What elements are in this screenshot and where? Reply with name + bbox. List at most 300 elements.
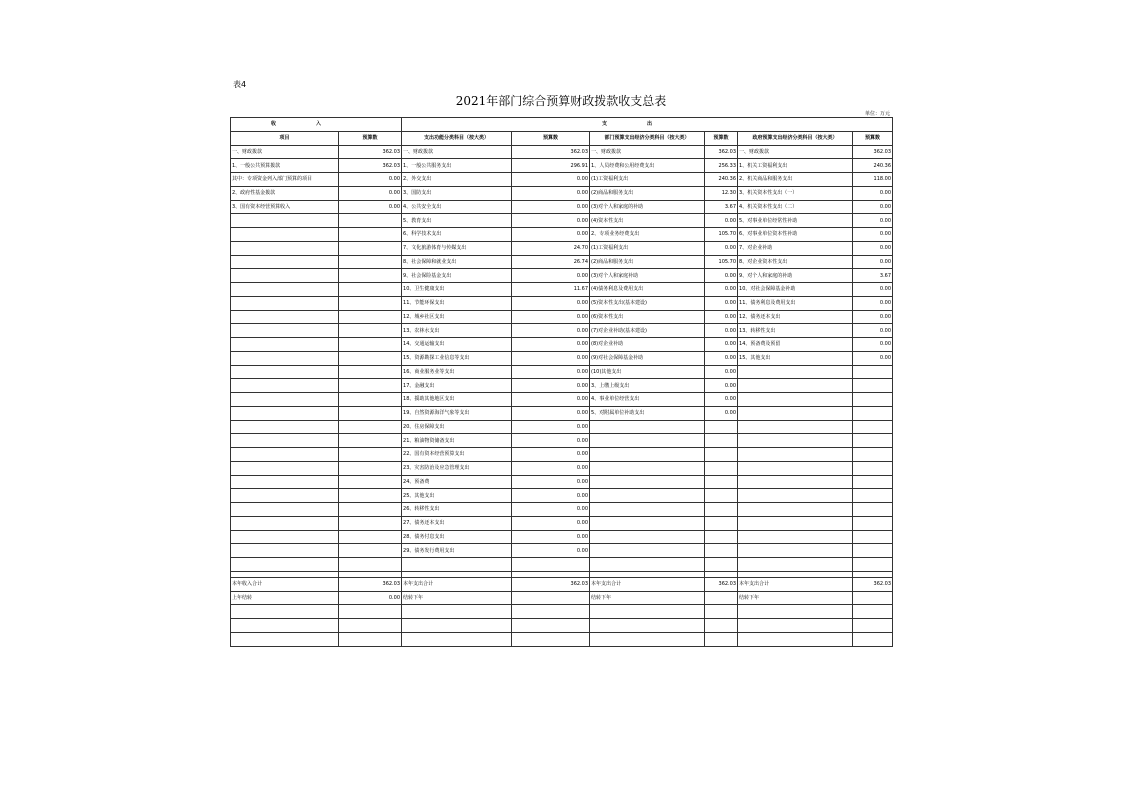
income-amount-cell: 362.03 — [339, 577, 402, 591]
gov-econ-amount-cell — [853, 516, 893, 530]
table-row — [231, 145, 893, 159]
gov-econ-item-cell — [738, 420, 853, 434]
dept-econ-item-cell — [590, 503, 705, 517]
function-amount-cell: 0.00 — [512, 228, 590, 242]
gov-econ-amount-cell — [853, 365, 893, 379]
function-amount-cell: 0.00 — [512, 530, 590, 544]
income-item-cell — [231, 406, 339, 420]
dept-econ-amount-cell — [705, 475, 738, 489]
table-row — [231, 228, 893, 242]
dept-econ-amount-cell: 240.36 — [705, 173, 738, 187]
income-amount-cell — [339, 379, 402, 393]
function-item-cell: 12、城乡社区支出 — [402, 310, 512, 324]
income-item-cell — [231, 558, 339, 572]
gov-econ-amount-cell: 0.00 — [853, 338, 893, 352]
function-item-cell: 14、交通运输支出 — [402, 338, 512, 352]
function-item-cell: 1、一般公共服务支出 — [402, 159, 512, 173]
income-item-cell — [231, 214, 339, 228]
gov-econ-amount-cell: 0.00 — [853, 228, 893, 242]
function-item-cell: 20、住房保障支出 — [402, 420, 512, 434]
dept-econ-amount-cell: 0.00 — [705, 269, 738, 283]
total-row — [231, 632, 893, 646]
gov-econ-amount-cell: 0.00 — [853, 241, 893, 255]
function-amount-cell: 0.00 — [512, 420, 590, 434]
gov-econ-item-cell: 14、预备费及预留 — [738, 338, 853, 352]
column-header: 项目 — [231, 131, 339, 145]
income-amount-cell: 362.03 — [339, 159, 402, 173]
income-amount-cell: 0.00 — [339, 591, 402, 605]
gov-econ-item-cell: 5、对事业单位经常性补助 — [738, 214, 853, 228]
dept-econ-amount-cell: 105.70 — [705, 255, 738, 269]
gov-econ-amount-cell: 3.67 — [853, 269, 893, 283]
dept-econ-item-cell: (4)资本性支出 — [590, 214, 705, 228]
table-row — [231, 544, 893, 558]
dept-econ-amount-cell: 362.03 — [705, 145, 738, 159]
table-row — [231, 448, 893, 462]
gov-econ-amount-cell — [853, 530, 893, 544]
column-header: 政府预算支出经济分类科目（按大类） — [738, 131, 853, 145]
gov-econ-item-cell: 10、对社会保障基金补助 — [738, 283, 853, 297]
dept-econ-item-cell: (10)其他支出 — [590, 365, 705, 379]
dept-econ-item-cell: 4、事业单位经营支出 — [590, 393, 705, 407]
gov-econ-item-cell — [738, 558, 853, 572]
dept-econ-amount-cell — [705, 434, 738, 448]
gov-econ-amount-cell: 0.00 — [853, 324, 893, 338]
income-item-cell — [231, 448, 339, 462]
gov-econ-item-cell: 9、对个人和家庭的补助 — [738, 269, 853, 283]
function-amount-cell: 0.00 — [512, 365, 590, 379]
table-row — [231, 475, 893, 489]
page-title: 2021年部门综合预算财政拨款收支总表 — [455, 94, 667, 108]
function-amount-cell: 0.00 — [512, 475, 590, 489]
function-amount-cell: 0.00 — [512, 324, 590, 338]
column-header: 预算数 — [512, 131, 590, 145]
income-amount-cell — [339, 283, 402, 297]
dept-econ-item-cell: (4)债务利息及费用支出 — [590, 283, 705, 297]
dept-econ-amount-cell — [705, 632, 738, 646]
dept-econ-item-cell — [590, 420, 705, 434]
gov-econ-amount-cell: 0.00 — [853, 214, 893, 228]
gov-econ-item-cell: 15、其他支出 — [738, 351, 853, 365]
dept-econ-amount-cell — [705, 489, 738, 503]
dept-econ-amount-cell: 12.30 — [705, 186, 738, 200]
gov-econ-item-cell: 6、对事业单位资本性补助 — [738, 228, 853, 242]
gov-econ-item-cell — [738, 516, 853, 530]
gov-econ-amount-cell: 362.03 — [853, 577, 893, 591]
gov-econ-item-cell — [738, 393, 853, 407]
income-amount-cell — [339, 544, 402, 558]
gov-econ-amount-cell: 118.00 — [853, 173, 893, 187]
function-item-cell: 9、社会保险基金支出 — [402, 269, 512, 283]
function-amount-cell: 0.00 — [512, 269, 590, 283]
function-amount-cell: 0.00 — [512, 310, 590, 324]
section-header-row — [231, 118, 893, 132]
income-item-cell — [231, 420, 339, 434]
income-amount-cell — [339, 475, 402, 489]
function-amount-cell — [512, 619, 590, 633]
dept-econ-amount-cell: 362.03 — [705, 577, 738, 591]
gov-econ-item-cell — [738, 434, 853, 448]
income-item-cell: 1、一般公共预算拨款 — [231, 159, 339, 173]
gov-econ-amount-cell — [853, 632, 893, 646]
income-amount-cell — [339, 255, 402, 269]
gov-econ-item-cell: 1、机关工资福利支出 — [738, 159, 853, 173]
gov-econ-amount-cell: 0.00 — [853, 200, 893, 214]
function-item-cell — [402, 632, 512, 646]
table-row — [231, 186, 893, 200]
income-item-cell — [231, 475, 339, 489]
dept-econ-item-cell: 2、专项业务经费支出 — [590, 228, 705, 242]
income-item-cell — [231, 619, 339, 633]
table-row — [231, 351, 893, 365]
gov-econ-item-cell: 8、对企业资本性支出 — [738, 255, 853, 269]
function-amount-cell: 0.00 — [512, 503, 590, 517]
gov-econ-amount-cell — [853, 558, 893, 572]
gov-econ-item-cell: 12、债务还本支出 — [738, 310, 853, 324]
income-item-cell: 2、政府性基金拨款 — [231, 186, 339, 200]
column-header: 部门预算支出经济分类科目（按大类） — [590, 131, 705, 145]
dept-econ-amount-cell — [705, 516, 738, 530]
table-row — [231, 406, 893, 420]
total-row — [231, 605, 893, 619]
function-amount-cell — [512, 558, 590, 572]
income-amount-cell — [339, 228, 402, 242]
gov-econ-amount-cell — [853, 619, 893, 633]
function-amount-cell: 0.00 — [512, 379, 590, 393]
income-item-cell: 3、国有资本经营预算收入 — [231, 200, 339, 214]
dept-econ-item-cell: 3、上缴上级支出 — [590, 379, 705, 393]
table-row — [231, 558, 893, 572]
function-item-cell: 27、债务还本支出 — [402, 516, 512, 530]
function-item-cell: 23、灾害防治及应急管理支出 — [402, 461, 512, 475]
income-amount-cell — [339, 434, 402, 448]
table-row — [231, 461, 893, 475]
function-amount-cell — [512, 632, 590, 646]
function-item-cell: 2、外交支出 — [402, 173, 512, 187]
function-amount-cell: 362.03 — [512, 577, 590, 591]
income-amount-cell — [339, 324, 402, 338]
dept-econ-amount-cell: 0.00 — [705, 365, 738, 379]
income-item-cell — [231, 283, 339, 297]
function-item-cell — [402, 619, 512, 633]
gov-econ-amount-cell — [853, 544, 893, 558]
function-amount-cell — [512, 591, 590, 605]
gov-econ-amount-cell: 0.00 — [853, 351, 893, 365]
function-item-cell: 13、农林水支出 — [402, 324, 512, 338]
function-amount-cell — [512, 605, 590, 619]
function-amount-cell: 24.70 — [512, 241, 590, 255]
gov-econ-item-cell: 3、机关资本性支出（一） — [738, 186, 853, 200]
expenditure-section-header: 支出 — [402, 118, 893, 132]
dept-econ-amount-cell: 256.33 — [705, 159, 738, 173]
dept-econ-item-cell: 5、对附属单位补助支出 — [590, 406, 705, 420]
gov-econ-amount-cell — [853, 406, 893, 420]
gov-econ-amount-cell — [853, 434, 893, 448]
income-amount-cell — [339, 503, 402, 517]
gov-econ-item-cell: 7、对企业补助 — [738, 241, 853, 255]
income-amount-cell — [339, 393, 402, 407]
dept-econ-amount-cell: 0.00 — [705, 379, 738, 393]
income-amount-cell: 0.00 — [339, 186, 402, 200]
function-amount-cell: 0.00 — [512, 434, 590, 448]
gov-econ-amount-cell: 0.00 — [853, 283, 893, 297]
table-row — [231, 310, 893, 324]
gov-econ-amount-cell: 0.00 — [853, 255, 893, 269]
function-item-cell — [402, 558, 512, 572]
function-amount-cell: 0.00 — [512, 338, 590, 352]
dept-econ-amount-cell — [705, 558, 738, 572]
function-item-cell: 5、教育支出 — [402, 214, 512, 228]
function-item-cell: 18、援助其他地区支出 — [402, 393, 512, 407]
dept-econ-amount-cell: 0.00 — [705, 351, 738, 365]
dept-econ-item-cell: (1)工资福利支出 — [590, 173, 705, 187]
income-amount-cell — [339, 489, 402, 503]
dept-econ-amount-cell: 0.00 — [705, 338, 738, 352]
table-row — [231, 214, 893, 228]
table-row — [231, 503, 893, 517]
gov-econ-item-cell — [738, 530, 853, 544]
income-amount-cell — [339, 516, 402, 530]
function-item-cell: 15、资源勘探工业信息等支出 — [402, 351, 512, 365]
function-amount-cell: 0.00 — [512, 406, 590, 420]
function-amount-cell: 0.00 — [512, 516, 590, 530]
dept-econ-amount-cell: 0.00 — [705, 296, 738, 310]
income-item-cell — [231, 310, 339, 324]
gov-econ-amount-cell — [853, 379, 893, 393]
gov-econ-amount-cell — [853, 461, 893, 475]
income-amount-cell — [339, 406, 402, 420]
gov-econ-amount-cell — [853, 448, 893, 462]
function-amount-cell: 26.74 — [512, 255, 590, 269]
gov-econ-amount-cell — [853, 591, 893, 605]
gov-econ-item-cell — [738, 605, 853, 619]
dept-econ-amount-cell: 0.00 — [705, 283, 738, 297]
gov-econ-amount-cell: 240.36 — [853, 159, 893, 173]
dept-econ-item-cell — [590, 475, 705, 489]
dept-econ-item-cell: (3)对个人和家庭的补助 — [590, 200, 705, 214]
income-amount-cell — [339, 241, 402, 255]
column-header-row — [231, 131, 893, 145]
income-amount-cell — [339, 619, 402, 633]
income-section-header: 收入 — [231, 118, 402, 132]
income-amount-cell — [339, 632, 402, 646]
function-item-cell: 21、粮油物资储备支出 — [402, 434, 512, 448]
table-row — [231, 530, 893, 544]
gov-econ-amount-cell — [853, 503, 893, 517]
function-amount-cell: 0.00 — [512, 448, 590, 462]
income-amount-cell — [339, 605, 402, 619]
dept-econ-item-cell — [590, 544, 705, 558]
function-item-cell: 17、金融支出 — [402, 379, 512, 393]
dept-econ-item-cell — [590, 619, 705, 633]
dept-econ-amount-cell: 0.00 — [705, 214, 738, 228]
table-row — [231, 516, 893, 530]
income-item-cell — [231, 530, 339, 544]
dept-econ-item-cell — [590, 558, 705, 572]
gov-econ-amount-cell: 362.03 — [853, 145, 893, 159]
gov-econ-item-cell: 11、债务利息及费用支出 — [738, 296, 853, 310]
income-amount-cell — [339, 338, 402, 352]
table-row — [231, 393, 893, 407]
dept-econ-amount-cell: 0.00 — [705, 324, 738, 338]
total-row — [231, 577, 893, 591]
function-item-cell: 6、科学技术支出 — [402, 228, 512, 242]
dept-econ-amount-cell — [705, 591, 738, 605]
dept-econ-item-cell: (2)商品和服务支出 — [590, 255, 705, 269]
dept-econ-amount-cell — [705, 544, 738, 558]
income-item-cell — [231, 324, 339, 338]
table-number: 表4 — [233, 80, 247, 89]
budget-summary-table — [230, 117, 893, 647]
dept-econ-item-cell — [590, 516, 705, 530]
income-amount-cell — [339, 310, 402, 324]
function-amount-cell: 0.00 — [512, 393, 590, 407]
gov-econ-item-cell — [738, 365, 853, 379]
dept-econ-amount-cell: 0.00 — [705, 393, 738, 407]
dept-econ-amount-cell — [705, 605, 738, 619]
table-row — [231, 365, 893, 379]
dept-econ-item-cell: (5)资本性支出(基本建设) — [590, 296, 705, 310]
income-item-cell — [231, 365, 339, 379]
function-item-cell: 22、国有资本经营预算支出 — [402, 448, 512, 462]
dept-econ-amount-cell: 3.67 — [705, 200, 738, 214]
income-amount-cell — [339, 558, 402, 572]
gov-econ-item-cell: 结转下年 — [738, 591, 853, 605]
income-amount-cell — [339, 269, 402, 283]
function-amount-cell: 0.00 — [512, 489, 590, 503]
table-row — [231, 489, 893, 503]
income-item-cell — [231, 503, 339, 517]
function-amount-cell: 0.00 — [512, 461, 590, 475]
dept-econ-amount-cell: 0.00 — [705, 310, 738, 324]
gov-econ-item-cell — [738, 475, 853, 489]
dept-econ-item-cell — [590, 461, 705, 475]
gov-econ-item-cell — [738, 448, 853, 462]
gov-econ-item-cell — [738, 379, 853, 393]
function-amount-cell: 0.00 — [512, 186, 590, 200]
income-item-cell — [231, 461, 339, 475]
function-amount-cell: 0.00 — [512, 351, 590, 365]
income-item-cell — [231, 379, 339, 393]
income-item-cell — [231, 393, 339, 407]
dept-econ-amount-cell — [705, 503, 738, 517]
gov-econ-item-cell — [738, 544, 853, 558]
function-item-cell: 结转下年 — [402, 591, 512, 605]
column-header: 支出功能分类科目（按大类） — [402, 131, 512, 145]
gov-econ-amount-cell — [853, 605, 893, 619]
function-item-cell: 16、商业服务业等支出 — [402, 365, 512, 379]
income-item-cell — [231, 338, 339, 352]
function-amount-cell: 0.00 — [512, 296, 590, 310]
total-row — [231, 591, 893, 605]
gov-econ-item-cell — [738, 503, 853, 517]
dept-econ-amount-cell — [705, 448, 738, 462]
column-header: 预算数 — [853, 131, 893, 145]
income-amount-cell: 0.00 — [339, 173, 402, 187]
dept-econ-item-cell — [590, 489, 705, 503]
gov-econ-item-cell: 4、机关资本性支出（二） — [738, 200, 853, 214]
table-row — [231, 283, 893, 297]
income-item-cell: 本年收入合计 — [231, 577, 339, 591]
gov-econ-item-cell — [738, 406, 853, 420]
income-amount-cell: 362.03 — [339, 145, 402, 159]
table-row — [231, 296, 893, 310]
dept-econ-item-cell: (7)对企业补助(基本建设) — [590, 324, 705, 338]
function-item-cell: 8、社会保障和就业支出 — [402, 255, 512, 269]
function-amount-cell: 0.00 — [512, 173, 590, 187]
function-item-cell: 4、公共安全支出 — [402, 200, 512, 214]
income-amount-cell — [339, 214, 402, 228]
gov-econ-item-cell — [738, 461, 853, 475]
table-row — [231, 338, 893, 352]
function-item-cell: 25、其他支出 — [402, 489, 512, 503]
gov-econ-item-cell — [738, 619, 853, 633]
table-row — [231, 434, 893, 448]
table-row — [231, 159, 893, 173]
dept-econ-amount-cell — [705, 461, 738, 475]
income-amount-cell — [339, 530, 402, 544]
gov-econ-item-cell: 一、财政拨款 — [738, 145, 853, 159]
income-item-cell — [231, 255, 339, 269]
dept-econ-item-cell: 结转下年 — [590, 591, 705, 605]
unit-label: 单位：万元 — [864, 111, 890, 117]
gov-econ-item-cell — [738, 489, 853, 503]
dept-econ-amount-cell: 0.00 — [705, 406, 738, 420]
function-item-cell: 11、节能环保支出 — [402, 296, 512, 310]
function-amount-cell: 296.91 — [512, 159, 590, 173]
table-row — [231, 173, 893, 187]
dept-econ-item-cell — [590, 605, 705, 619]
income-item-cell — [231, 632, 339, 646]
table-row — [231, 269, 893, 283]
dept-econ-item-cell: (1)工资福利支出 — [590, 241, 705, 255]
income-item-cell — [231, 241, 339, 255]
income-item-cell: 一、财政拨款 — [231, 145, 339, 159]
income-item-cell — [231, 605, 339, 619]
gov-econ-amount-cell — [853, 489, 893, 503]
dept-econ-item-cell: (8)对企业补助 — [590, 338, 705, 352]
dept-econ-amount-cell — [705, 530, 738, 544]
function-item-cell: 24、预备费 — [402, 475, 512, 489]
dept-econ-item-cell: (9)对社会保障基金补助 — [590, 351, 705, 365]
dept-econ-item-cell: 本年支出合计 — [590, 577, 705, 591]
function-item-cell: 29、债务发行费用支出 — [402, 544, 512, 558]
function-item-cell: 28、债务付息支出 — [402, 530, 512, 544]
table-row — [231, 379, 893, 393]
function-amount-cell: 0.00 — [512, 200, 590, 214]
table-row — [231, 420, 893, 434]
column-header: 预算数 — [705, 131, 738, 145]
income-amount-cell — [339, 296, 402, 310]
income-item-cell — [231, 489, 339, 503]
income-item-cell — [231, 228, 339, 242]
income-amount-cell: 0.00 — [339, 200, 402, 214]
dept-econ-item-cell: (3)对个人和家庭补助 — [590, 269, 705, 283]
function-amount-cell: 11.67 — [512, 283, 590, 297]
income-item-cell — [231, 269, 339, 283]
table-row — [231, 324, 893, 338]
income-item-cell — [231, 516, 339, 530]
gov-econ-amount-cell: 0.00 — [853, 186, 893, 200]
gov-econ-amount-cell: 0.00 — [853, 296, 893, 310]
column-header: 预算数 — [339, 131, 402, 145]
income-item-cell: 上年结转 — [231, 591, 339, 605]
function-amount-cell: 0.00 — [512, 544, 590, 558]
dept-econ-amount-cell: 105.70 — [705, 228, 738, 242]
function-item-cell: 一、财政拨款 — [402, 145, 512, 159]
gov-econ-item-cell — [738, 632, 853, 646]
total-row — [231, 619, 893, 633]
